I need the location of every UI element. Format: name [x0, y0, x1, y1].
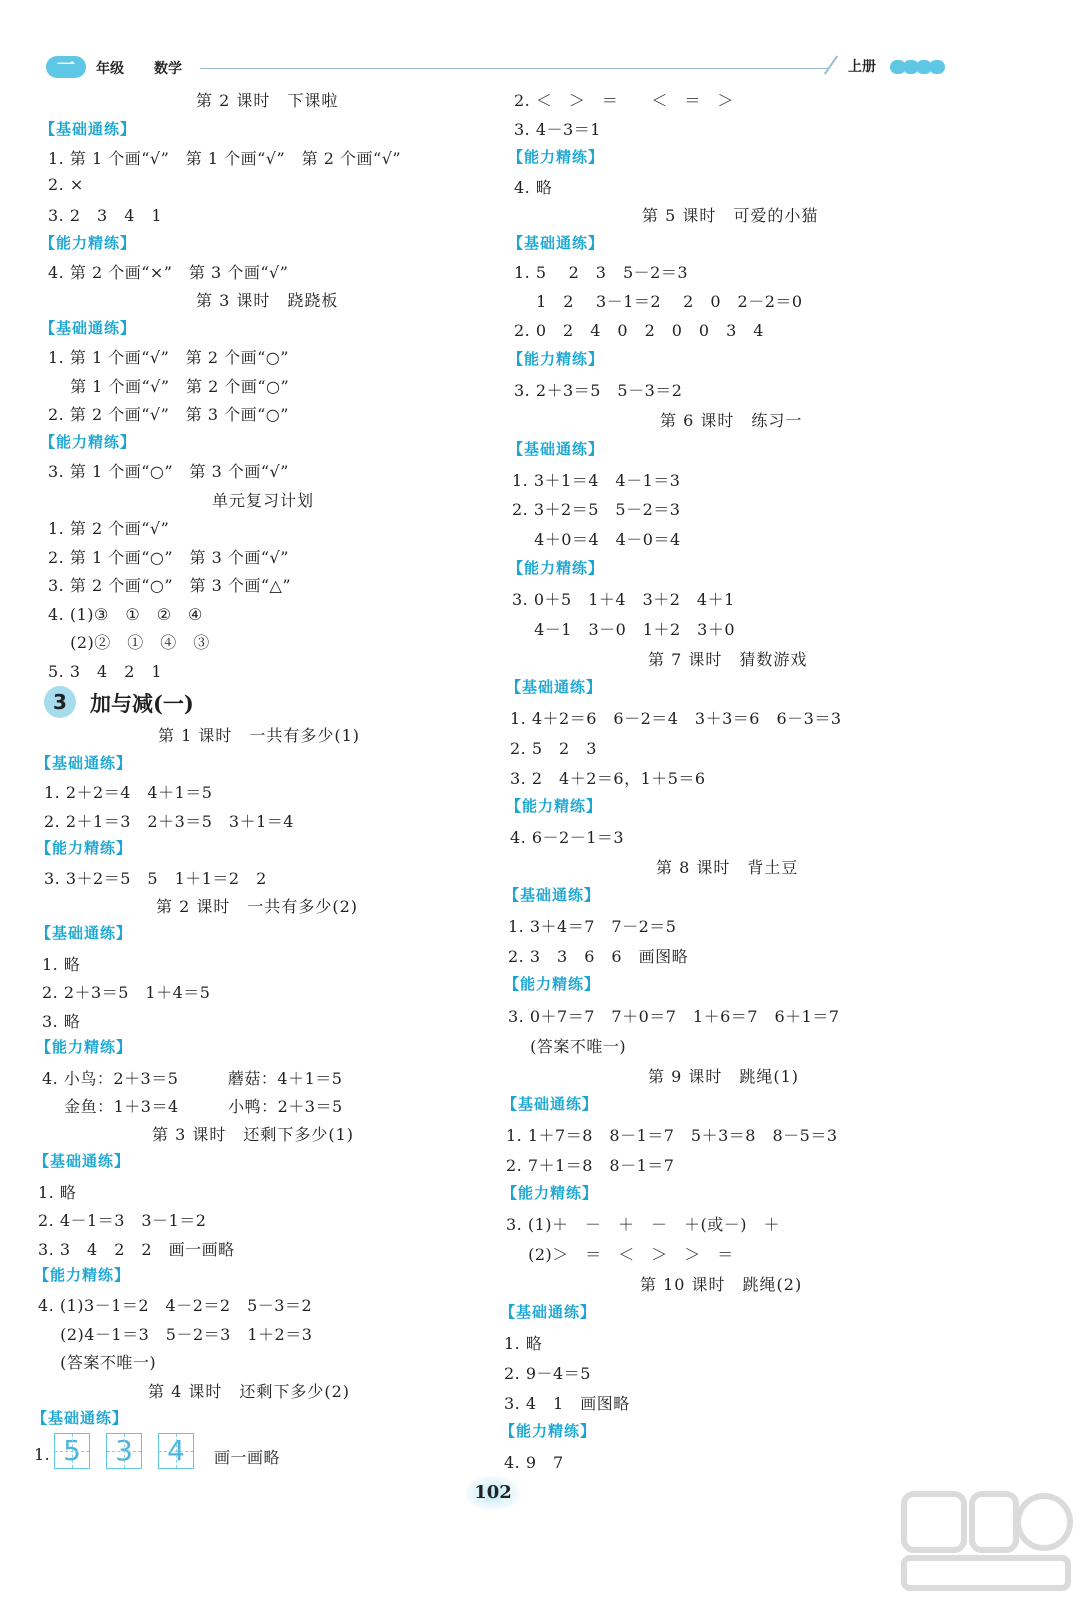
answer-line: (答案不唯一): [508, 1037, 627, 1056]
answer-line: 3. (1)＋ － ＋ － ＋(或－) ＋: [506, 1215, 781, 1234]
subject-label: 数学: [154, 61, 182, 77]
answer-line: 4. 第 2 个画“×” 第 3 个画“√”: [48, 263, 289, 282]
answer-line: 4. (1)3－1＝2 4－2＝2 5－3＝2: [38, 1296, 313, 1315]
lesson-title: 第 6 课时 练习一: [660, 411, 803, 430]
answer-line: 1. 5 2 3 5－2＝3: [514, 263, 689, 282]
answer-line: 1. 1＋7＝8 8－1＝7 5＋3＝8 8－5＝3: [506, 1126, 838, 1145]
answer-line: 3. 4 1 画图略: [504, 1394, 630, 1413]
answer-line: 2. 2＋1＝3 2＋3＝5 3＋1＝4: [44, 812, 294, 831]
digit-box: 4: [158, 1433, 194, 1469]
answer-line: 2. 0 2 4 0 2 0 0 3 4: [514, 321, 764, 340]
lesson-title: 第 9 课时 跳绳(1): [648, 1067, 800, 1086]
answer-line: 3. 第 1 个画“○” 第 3 个画“√”: [48, 462, 289, 481]
answer-line: 1. 第 1 个画“√” 第 2 个画“○”: [48, 348, 289, 367]
answer-line: 2. ＜ ＞ ＝ ＜ ＝ ＞: [514, 91, 734, 110]
page-number: 102: [466, 1476, 520, 1510]
section-tag: 【基础通练】: [508, 234, 605, 252]
answer-line: 3. 2 3 4 1: [48, 206, 163, 225]
answer-line: 3. 略: [42, 1012, 81, 1031]
section-tag: 【基础通练】: [40, 319, 137, 337]
section-tag: 【能力精练】: [40, 433, 137, 451]
grade-label: 年级: [96, 61, 124, 77]
section-tag: 【基础通练】: [504, 886, 601, 904]
answer-line: 4－1 3－0 1＋2 3＋0: [512, 620, 736, 639]
grade-badge: 一: [46, 56, 86, 78]
header-dots: [890, 59, 942, 78]
section-tag: 【基础通练】: [508, 440, 605, 458]
answer-line: 金鱼：1＋3＝4 小鸭：2＋3＝5: [42, 1097, 343, 1116]
lesson-title: 第 10 课时 跳绳(2): [640, 1275, 803, 1294]
answer-line: 1. 4＋2＝6 6－2＝4 3＋3＝6 6－3＝3: [510, 709, 842, 728]
section-tag: 【能力精练】: [506, 797, 603, 815]
answer-line: (2)＞ ＝ ＜ ＞ ＞ ＝: [506, 1245, 734, 1264]
answer-line: 3. 3＋2＝5 5 1＋1＝2 2: [44, 869, 267, 888]
answer-line: 2. 第 2 个画“√” 第 3 个画“○”: [48, 405, 289, 424]
lesson-title: 第 1 课时 一共有多少(1): [158, 726, 361, 745]
answer-line: 2. 2＋3＝5 1＋4＝5: [42, 983, 211, 1002]
unit-number: 3: [44, 686, 76, 718]
lesson-title: 第 2 课时 下课啦: [196, 91, 339, 110]
header-slash: [824, 55, 838, 74]
watermark-logo: [896, 1484, 1076, 1594]
digit-box: 3: [106, 1433, 142, 1469]
lesson-title: 第 3 课时 跷跷板: [196, 291, 339, 310]
lesson-title: 第 8 课时 背土豆: [656, 858, 799, 877]
section-tag: 【能力精练】: [504, 975, 601, 993]
section-tag: 【能力精练】: [34, 1266, 131, 1284]
lesson-title: 第 2 课时 一共有多少(2): [156, 897, 359, 916]
answer-line: 1. 第 1 个画“√” 第 1 个画“√” 第 2 个画“√”: [48, 149, 402, 168]
section-tag: 【基础通练】: [34, 1152, 131, 1170]
answer-line: 4. (1)③ ① ② ④: [48, 605, 203, 624]
answer-line: 4. 小鸟：2＋3＝5 蘑菇：4＋1＝5: [42, 1069, 343, 1088]
section-tag: 【能力精练】: [500, 1422, 597, 1440]
answer-line: 2. 7＋1＝8 8－1＝7: [506, 1156, 675, 1175]
section-tag: 【能力精练】: [36, 1038, 133, 1056]
answer-line: 1. 略: [38, 1183, 77, 1202]
answer-line: 2. 5 2 3: [510, 739, 597, 758]
lesson-title: 第 7 课时 猜数游戏: [648, 650, 808, 669]
answer-line: 4. 6－2－1＝3: [510, 828, 625, 847]
volume-label: 上册: [848, 59, 876, 75]
section-tag: 【基础通练】: [32, 1409, 129, 1427]
answer-line: 1. 3＋4＝7 7－2＝5: [508, 917, 677, 936]
answer-line: 2. 4－1＝3 3－1＝2: [38, 1211, 207, 1230]
answer-line: 1. 3＋1＝4 4－1＝3: [512, 471, 681, 490]
answer-line: 3. 2＋3＝5 5－3＝2: [514, 381, 683, 400]
lesson-title: 第 3 课时 还剩下多少(1): [152, 1125, 355, 1144]
digit-box: 5: [54, 1433, 90, 1469]
section-tag: 【能力精练】: [508, 559, 605, 577]
answer-line: 4. 9 7: [504, 1453, 564, 1472]
section-tag: 【基础通练】: [36, 754, 133, 772]
answer-line: 3. 0＋5 1＋4 3＋2 4＋1: [512, 590, 735, 609]
answer-line: 4. 略: [514, 178, 553, 197]
unit-title: 加与减(一): [90, 691, 194, 716]
section-tag: 【能力精练】: [508, 350, 605, 368]
section-tag: 【能力精练】: [508, 148, 605, 166]
answer-line: 1. 略: [42, 955, 81, 974]
answer-line: 4＋0＝4 4－0＝4: [512, 530, 681, 549]
answer-line: (2)4－1＝3 5－2＝3 1＋2＝3: [38, 1325, 313, 1344]
section-tag: 【基础通练】: [502, 1095, 599, 1113]
section-tag: 【基础通练】: [500, 1303, 597, 1321]
answer-line: 1. 略: [504, 1334, 543, 1353]
answer-line: (答案不唯一): [38, 1353, 157, 1372]
section-tag: 【基础通练】: [506, 678, 603, 696]
answer-line: 2. 第 1 个画“○” 第 3 个画“√”: [48, 548, 289, 567]
lesson-title: 第 4 课时 还剩下多少(2): [148, 1382, 351, 1401]
answer-line: 画一画略: [214, 1448, 281, 1467]
header-rule: [200, 68, 830, 69]
section-tag: 【基础通练】: [40, 120, 137, 138]
answer-line: 第 1 个画“√” 第 2 个画“○”: [48, 377, 290, 396]
answer-line: 1 2 3－1＝2 2 0 2－2＝0: [514, 292, 803, 311]
answer-line: 2. 3 3 6 6 画图略: [508, 947, 689, 966]
lesson-title: 单元复习计划: [212, 491, 315, 510]
answer-line: 1. 第 2 个画“√”: [48, 519, 170, 538]
section-tag: 【能力精练】: [502, 1184, 599, 1202]
answer-line: 5. 3 4 2 1: [48, 662, 163, 681]
answer-line: 2. ×: [48, 175, 84, 194]
answer-line: 2. 9－4＝5: [504, 1364, 591, 1383]
section-tag: 【基础通练】: [36, 924, 133, 942]
section-tag: 【能力精练】: [40, 234, 137, 252]
answer-line: 1.: [34, 1445, 51, 1464]
answer-line: 3. 2 4＋2＝6，1＋5＝6: [510, 769, 706, 788]
answer-line: 3. 0＋7＝7 7＋0＝7 1＋6＝7 6＋1＝7: [508, 1007, 840, 1026]
answer-line: 3. 第 2 个画“○” 第 3 个画“△”: [48, 576, 292, 595]
lesson-title: 第 5 课时 可爱的小猫: [642, 206, 819, 225]
answer-line: 2. 3＋2＝5 5－2＝3: [512, 500, 681, 519]
answer-line: 3. 4－3＝1: [514, 120, 601, 139]
answer-line: 1. 2＋2＝4 4＋1＝5: [44, 783, 213, 802]
answer-line: 3. 3 4 2 2 画一画略: [38, 1240, 235, 1259]
answer-line: (2)② ① ④ ③: [48, 633, 210, 652]
page-header: [40, 54, 960, 84]
section-tag: 【能力精练】: [36, 839, 133, 857]
